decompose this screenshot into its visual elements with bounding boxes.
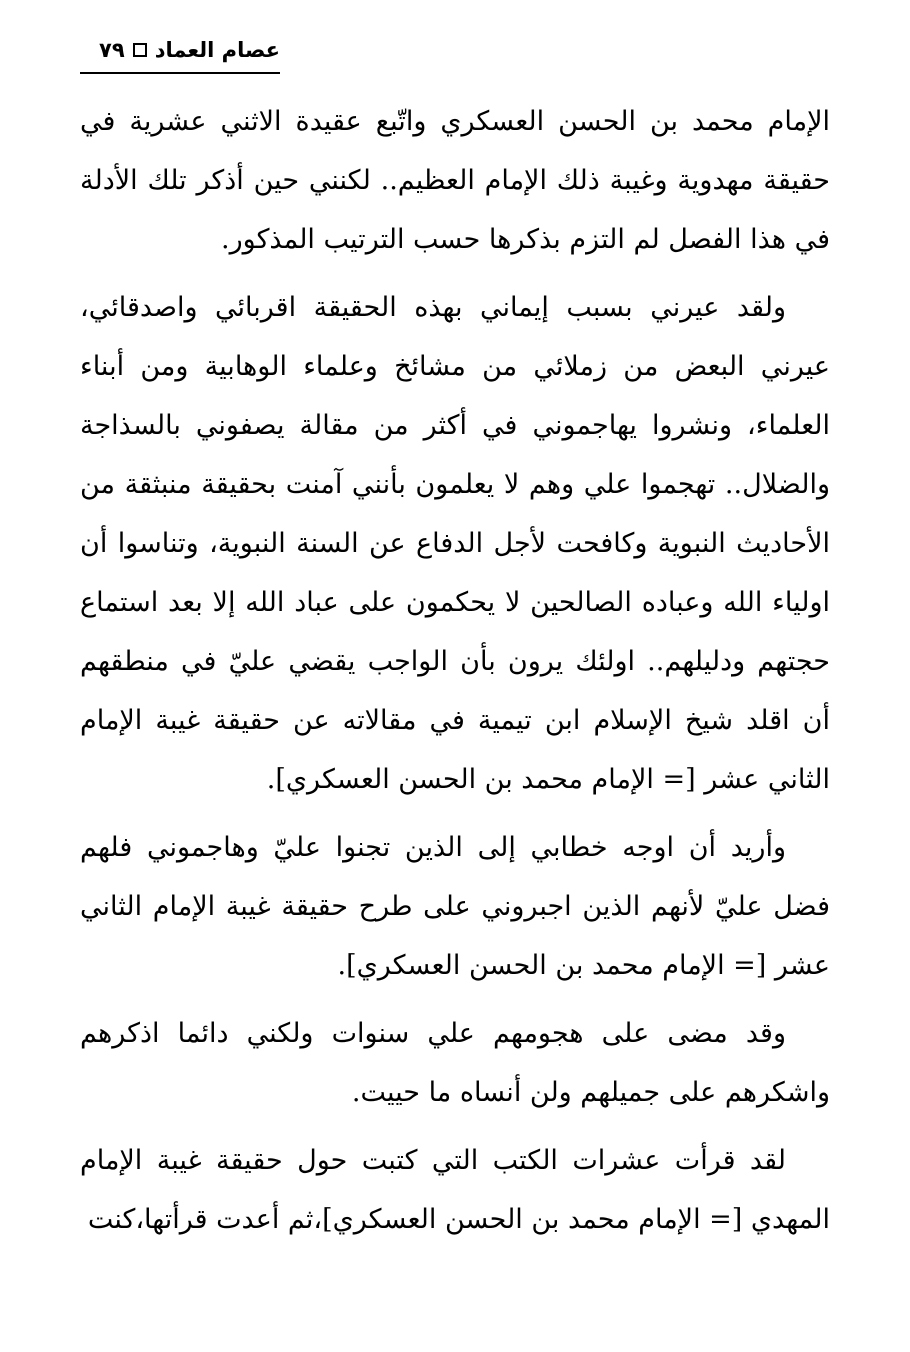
header-rule [80,72,280,74]
running-header [80,30,280,70]
paragraph-2: ولقد عيرني بسبب إيماني بهذه الحقيقة اقربائي واصدقائي، عيرني البعض من زملائي من مشائخ وعلماء الوهابية ومن أبناء العلماء، ونشروا يهاجموني في أكثر من مقالة يصفوني بالسذاجة والضلال.. تهجموا علي وهم لا يعلمون بأنني آمنت بحقيقة منبثقة من الأحاديث النبوية وكافحت لأجل الدفاع عن السنة النبوية، وتناسوا أن اولياء الله وعباده الصالحين لا يحكمون على عباد الله إلا بعد استماع حجتهم ودليلهم.. اولئك يرون بأن الواجب يقضي عليّ في منطقهم أن اقلد شيخ الإسلام ابن تيمية في مقالاته عن حقيقة غيبة الإمام الثاني عشر [= الإمام محمد بن الحسن العسكري]. [80,292,830,795]
page-number: ٧٩ [99,38,125,62]
paragraph-1: الإمام محمد بن الحسن العسكري واتّبع عقيدة الاثني عشرية في حقيقة مهدوية وغيبة ذلك الإمام العظيم.. لكنني حين أذكر تلك الأدلة في هذا الفصل لم التزم بذكرها حسب الترتيب المذكور. [80,106,830,255]
paragraph-4: وقد مضى على هجومهم علي سنوات ولكني دائما اذكرهم واشكرهم على جميلهم ولن أنساه ما حييت. [80,1018,830,1108]
paragraph-5: لقد قرأت عشرات الكتب التي كتبت حول حقيقة غيبة الإمام المهدي [= الإمام محمد بن الحسن العسكري]،ثم أعدت قرأتها،كنت [80,1145,830,1235]
body-text [80,92,830,1258]
paragraph-3: وأريد أن اوجه خطابي إلى الذين تجنوا عليّ وهاجموني فلهم فضل عليّ لأنهم الذين اجبروني على طرح حقيقة غيبة الإمام الثاني عشر [= الإمام محمد بن الحسن العسكري]. [80,832,830,981]
square-ornament-icon [133,43,147,57]
book-title: عصام العماد [154,38,280,62]
